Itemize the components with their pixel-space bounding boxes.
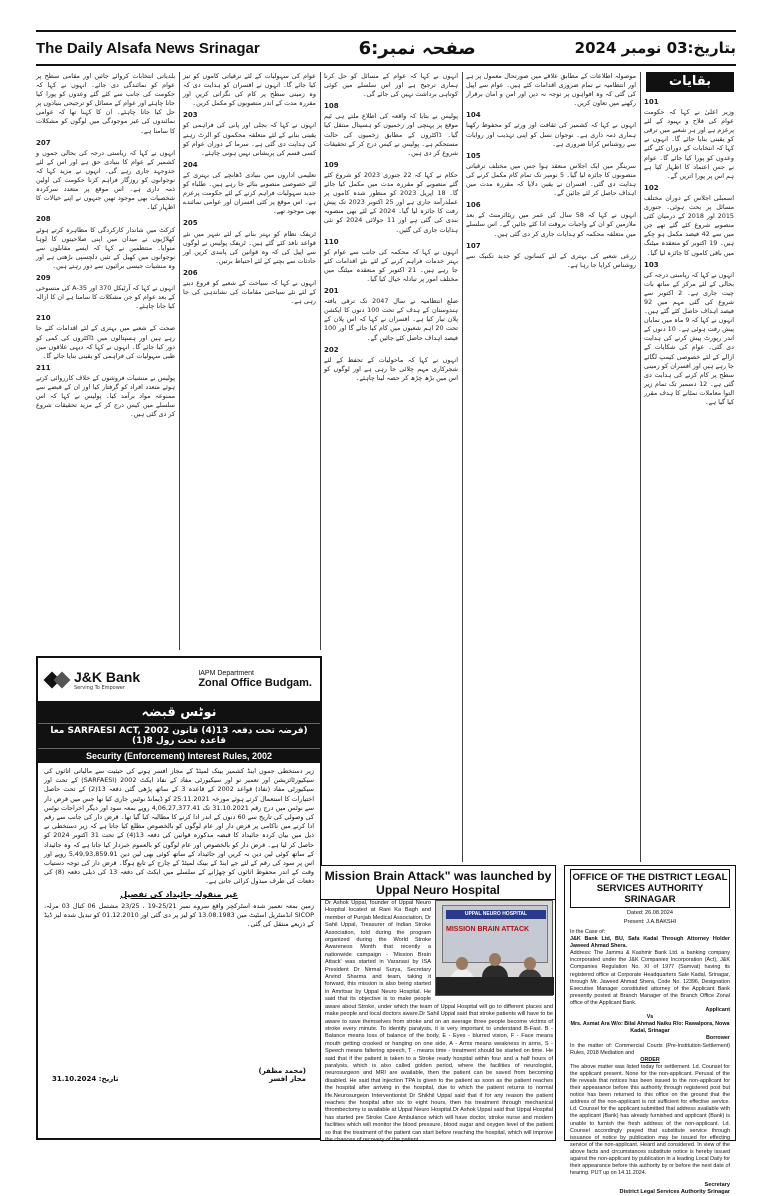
item-number: 107	[466, 241, 481, 250]
item-number: 101	[644, 98, 659, 106]
signatory-title: مجاز افسر	[269, 1075, 306, 1083]
item-number: 106	[466, 201, 481, 210]
article-body	[325, 900, 553, 1143]
dept-line-1: IAPM Department	[198, 670, 254, 677]
banner-title: UPPAL NEURO HOSPITAL	[446, 910, 546, 919]
order-text: The above matter was listed today for settlement. Ld. Counsel for the applicant present. None for the non-applicant. Perusal of the file reveals that notices has been issued to the non-applicant for their appearance before this authority through registered post but notice has been returned to this office on the ground that the address of the non-applicant is not sufficient for effective service. Ld. Counsel for the applicant submitted that address available with the applicant (Bank) has already furnished and applicant (Bank) is unable to furnish the fresh address of the non-applicant. Ld. Counsel accordingly prayed that substitute service through issuance of notice by publication may be issued for effecting service of the non-applicant. Heard and considered. In view of the above facts and circumstances substitute notice is hereby issued against the non-applicant by publication in a leading Local Daily for their appearance before this authority by or before the next date of hearing. PUT up on 14.11.2024.	[570, 1063, 730, 1177]
news-paragraph: موصولہ اطلاعات کے مطابق علاقے میں صورتحال معمول پر ہے اور انتظامیہ نے تمام ضروری اقدامات کئے ہیں۔ عوام سے اپیل کی گئی کہ وہ افواہوں پر توجہ نہ دیں اور امن و امان برقرار رکھنے میں تعاون کریں۔	[466, 72, 636, 108]
column-divider	[640, 72, 641, 862]
issue-date: بتاریخ:03 نومبر 2024	[574, 39, 736, 57]
news-paragraph: انہوں نے کہا کہ محکمہ کی جانب سے عوام کو بہتر خدمات فراہم کرنے کے لئے نئے اقدامات کئے جا رہے ہیں۔ 21 اکتوبر کو منعقدہ میٹنگ میں مختلف امور پر تبادلہ خیال کیا گیا۔	[324, 247, 458, 283]
news-column-2	[183, 72, 316, 650]
order-heading: ORDER	[640, 1056, 660, 1063]
news-paragraph: عوام کی سہولیات کے لئے ترقیاتی کاموں کو تیز کیا جائے گا۔ انہوں نے افسران کو ہدایت دی کہ وہ زمینی سطح پر کام کی نگرانی کریں اور مقررہ مدت کے اندر منصوبوں کو مکمل کریں۔	[183, 72, 316, 108]
versus-label: Vs	[646, 1014, 654, 1021]
item-number: 202	[324, 345, 339, 354]
news-paragraph: انہوں نے کہا کہ ریاستی درجہ کی بحالی جموں و کشمیر کے عوام کا بنیادی حق ہے اور اس کے لئے جدوجہد جاری رہے گی۔ انہوں نے مزید کہا کہ نوجوانوں کو روزگار فراہم کرنا حکومت کی اولین ذمہ داری ہے۔ اس موقع پر متعدد سرکردہ شخصیات بھی موجود تھیں جنہوں نے اپنے خیالات کا اظہار کیا۔	[36, 148, 175, 212]
sign-office: District Legal Services Authority Srinagar	[619, 1189, 730, 1196]
notice-date: تاریخ: 31.10.2024	[52, 1075, 119, 1083]
news-paragraph: پولیس نے بتایا کہ واقعہ کی اطلاع ملتے ہی ٹیم موقع پر پہنچی اور زخمیوں کو ہسپتال منتقل کیا گیا۔ ڈاکٹروں کے مطابق زخمیوں کی حالت مستحکم ہے۔ پولیس نے کیس درج کر کے تحقیقات شروع کر دی ہیں۔	[324, 112, 458, 157]
legal-notice-heading: OFFICE OF THE DISTRICT LEGAL SERVICES AUTHORITY SRINAGAR	[570, 869, 730, 908]
news-paragraph: انہوں نے کہا کہ 58 سال کی عمر میں ریٹائرمنٹ کے بعد ملازمین کو ان کے واجبات بروقت ادا کئے جائیں گے۔ اس سلسلے میں متعلقہ محکمہ کو ہدایات جاری کر دی گئی ہیں۔	[466, 211, 636, 238]
item-number: 203	[183, 111, 198, 120]
legal-signature	[570, 1182, 730, 1196]
news-paragraph: انہوں نے کہا کہ آرٹیکل 370 اور 35-A کی منسوخی کے بعد عوام کو جن مشکلات کا سامنا ہے ان کا ازالہ کیا جانا چاہئے۔	[36, 284, 175, 311]
item-number: 108	[324, 102, 339, 111]
case-address: Address: The Jammu & Kashmir Bank Ltd. a banking company incorporated under the J&K Companies Incorporation (Act), J&K Companies Regulation No. XI of 1977 (Samvat) having its registered office at Corporate Headquarters Sale Kadal, Srinagar, through Mr. Jaweed Ahmad Shera, Code No. 12396, Designation Executive Manager constituted attorney of the Applicant Bank presently posted at Branch Manager of the Branch Office Zonal office of the Applicant Bank.	[570, 950, 730, 1006]
notice-body-text: زیر دستخطی جموں اینڈ کشمیر بینک لمیٹڈ کے مجاز افسر ہونے کی حیثیت سے مالیاتی اثاثوں کی سیکیورٹائزیشن اور تعمیر نو اور سیکیورٹی مفاد کے نفاذ ایکٹ 2002 (SARFAESI) کے تحت اور سیکیورٹی مفاد (نفاذ) قواعد 2002 کے قاعدہ 3 کے ساتھ پڑھی گئی دفعہ 13(2) کے تحت حاصل اختیارات کا استعمال کرتے ہوئے مورخہ 25.11.2021 کو ڈیمانڈ نوٹس جاری کیا تھا جس میں قرض دار سے نوٹس میں درج رقم 31.10.2021 تک 4,06,27,377.41 روپے بمعہ سود اور دیگر اخراجات نوٹس کی وصولی کی تاریخ سے 60 دنوں کے اندر ادا کرنے کا مطالبہ کیا گیا تھا۔ قرض دار کی جانب سے رقم ادا کرنے میں ناکامی پر قرض دار اور عام لوگوں کو بالخصوص مطلع کیا جاتا ہے کہ زیر دستخطی نے ذیل میں بیان کردہ جائیداد کا قبضہ مذکورہ قوانین کی دفعہ 13(4) کے تحت 31 اکتوبر 2024 کو حاصل کر لیا ہے۔ قرض دار کو بالخصوص اور عام لوگوں کو بالعموم خبردار کیا جاتا ہے کہ وہ جائیداد کے ساتھ کوئی لین دین نہ کریں اور جائیداد کے ساتھ کوئی بھی لین دین 5,49,93,859.91 روپے اور اس پر سود کی رقم کے لئے جے اینڈ کے بینک لمیٹڈ کے چارج کے تابع ہوگا۔ قرض دار کی توجہ دستیاب وقت کے اندر محفوظ اثاثوں کو چھڑانے کے سلسلے میں ایکٹ کی دفعہ 13 کی ذیلی دفعہ (8) کی دفعات کی طرف مبذول کرائی جاتی ہے۔	[44, 767, 315, 886]
news-paragraph: انہوں نے کہا کہ عوام کے مسائل کو حل کرنا ہماری ترجیح ہے اور اس سلسلے میں کوئی کوتاہی برداشت نہیں کی جائے گی۔	[324, 72, 458, 99]
paper-name: The Daily Alsafa News Srinagar	[36, 39, 260, 57]
item-number: 104	[466, 111, 481, 120]
bank-possession-notice	[36, 656, 322, 1140]
table	[436, 977, 554, 995]
news-paragraph: انہوں نے کہا کہ سیاحت کے شعبے کو فروغ دینے کے لئے نئے سیاحتی مقامات کی نشاندہی کی جا رہی ہے۔	[183, 278, 316, 306]
legal-notice-body	[570, 929, 730, 1177]
item-number: 210	[36, 314, 51, 323]
column-divider	[179, 72, 180, 650]
bank-tagline: Serving To Empower	[74, 684, 125, 691]
news-paragraph: سرینگر میں ایک اجلاس منعقد ہوا جس میں مختلف ترقیاتی منصوبوں کا جائزہ لیا گیا۔ 5 نومبر تک تمام کام مکمل کرنے کی ہدایت دی گئی۔ افسران نے یقین دلایا کہ مقررہ مدت میں اہداف حاصل کر لئے جائیں گے۔	[466, 161, 637, 198]
case-party: J&K Bank Ltd, BU, Safa Kadal Through Attorney Holder Jaweed Ahmad Shera.	[570, 936, 730, 950]
item-number: 201	[324, 287, 339, 296]
news-column-1	[36, 72, 175, 650]
legal-services-notice	[564, 865, 736, 1196]
news-paragraph: ٹریفک نظام کو بہتر بنانے کے لئے شہر میں نئے قواعد نافذ کئے گئے ہیں۔ ٹریفک پولیس نے لوگوں سے اپیل کی کہ وہ قوانین کی پابندی کریں اور حادثات سے بچنے کے لئے احتیاط برتیں۔	[183, 229, 316, 265]
bank-notice-header	[38, 658, 320, 702]
news-column-3	[324, 72, 458, 860]
item-number: 105	[466, 151, 481, 160]
item-number: 208	[36, 215, 51, 224]
bank-logo-icon	[46, 670, 70, 690]
property-heading: غیر منقولہ جائیداد کی تفصیل	[120, 889, 238, 899]
notice-subtitle-english: Security (Enforcement) Interest Rules, 2002	[38, 748, 320, 763]
news-column-4	[466, 72, 636, 860]
banner-subtitle: MISSION BRAIN ATTACK	[446, 926, 530, 933]
news-paragraph: حکام نے کہا کہ 22 جنوری 2023 کو شروع کئے گئے منصوبے کو مقررہ مدت میں مکمل کیا جائے گا۔ 18 اپریل 2023 کو منظور شدہ کاموں پر عملدرآمد جاری ہے اور 25 اکتوبر 2023 تک پیش رفت کا جائزہ لیا گیا۔ 2024 کے لئے بھی منصوبہ بندی کی گئی ہے اور 11 جولائی 2024 کو نئی ہدایات جاری کی گئیں۔	[324, 170, 459, 234]
matter: In the matter of: Commercial Courts (Pre-Institution-Settlement) Rules, 2018 Mediation and	[570, 1042, 730, 1056]
news-paragraph: کرکٹ میں شاندار کارکردگی کا مظاہرہ کرتے ہوئے کھلاڑیوں نے میدان میں اپنی صلاحیتوں کا لوہا منوایا۔ منتظمین نے کہا کہ ایسے مقابلوں سے نوجوانوں میں کھیل کے تئیں دلچسپی بڑھتی ہے اور وہ منشیات جیسی برائیوں سے دور رہتے ہیں۔	[36, 225, 175, 270]
notice-body	[38, 763, 320, 1063]
item-number: 205	[183, 219, 198, 228]
item-number: 110	[324, 237, 339, 246]
news-paragraph: انہوں نے کہا کہ بجلی اور پانی کی فراہمی کو یقینی بنانے کے لئے متعلقہ محکموں کو الرٹ رہنے کی ہدایت دی گئی ہے۔ سرما کے دوران عوام کو کسی قسم کی پریشانی نہیں ہونی چاہئے۔	[183, 121, 316, 157]
property-text: زمین بمعہ تعمیر شدہ اسٹرکچر واقع سروے نمبر 25/21-19 ، 23/25 مشتمل 06 کنال 03 مرلہ، SICOP انڈسٹریل اسٹیٹ میں 13.08.1983 کو لیز پر دی گئی اور 01.12.2010 کو تبدیل شدہ لیز ڈیڈ کے ذریعے منتقل کی گئی۔	[44, 901, 314, 929]
baqiyat-header: بقایات	[646, 72, 734, 92]
item-number: 204	[183, 160, 198, 169]
respondent: Mrs. Asmat Ara W/o: Bilal Ahmad Naiku R/o: Rawalpora, Nowa Kadal, Srinagar	[570, 1021, 730, 1035]
column-divider	[320, 72, 321, 650]
press-conference-photo	[435, 900, 553, 996]
notice-subtitle-urdu: (فرضہ تحت دفعہ 13(4) قانون SARFAESI ACT, 2002 معا قاعدہ تحت رول 8(1)	[38, 723, 320, 748]
item-number: 102	[644, 183, 659, 192]
article-headline: Mission Brain Attack" was launched by Uppal Neuro Hospital	[321, 866, 555, 900]
signatory-name: (محمد مظفر)	[258, 1067, 306, 1075]
bank-logo	[46, 669, 140, 691]
notice-title: نوٹس قبضہ	[38, 702, 320, 723]
brain-attack-article	[320, 865, 556, 1141]
news-paragraph: بلدیاتی انتخابات کروائے جائیں اور مقامی سطح پر عوام کو نمائندگی دی جائے۔ انہوں نے کہا کہ حکومت کی جانب سے کئے گئے وعدوں کو پورا کیا جانا چاہئے اور عوام کے مسائل کو ترجیحی بنیادوں پر حل کیا جانا چاہئے۔ ان کا کہنا تھا کہ عوامی نمائندوں کی غیر موجودگی میں لوگوں کو مشکلات کا سامنا ہے۔	[36, 72, 175, 135]
news-column-5	[644, 96, 734, 860]
bank-department	[198, 670, 312, 689]
page-number: صفحہ نمبر:6	[358, 37, 476, 59]
news-paragraph: انہوں نے کہا کہ ریاستی درجہ کی بحالی کے لئے مرکز کے ساتھ بات چیت جاری ہے۔ 2 اکتوبر سے شروع کی گئی مہم میں 92 فیصد اہداف حاصل کئے گئے ہیں۔ انہوں نے کہا کہ 9 ماہ میں نمایاں پیش رفت ہوئی ہے۔ 10 دنوں کے اندر رپورٹ پیش کرنے کی ہدایت دی گئی۔ عوام کی شکایات کے ازالے کے لئے خصوصی کیمپ لگائے جا رہے ہیں اور افسران کو زمینی سطح پر کام کرنے کی ہدایت دی گئی ہے۔ 12 دسمبر تک تمام زیر التوا معاملات نمٹانے کا ہدف مقرر کیا گیا ہے۔	[644, 270, 735, 406]
news-paragraph: زرعی شعبے کی بہتری کے لئے کسانوں کو جدید تکنیک سے روشناس کرایا جا رہا ہے۔	[466, 251, 636, 269]
news-paragraph: ضلع انتظامیہ نے سال 2047 تک ترقی یافتہ ہندوستان کے ہدف کے تحت 100 دنوں کا ایکشن پلان تیار کیا ہے۔ افسران نے کہا کہ اس پلان کے تحت 20 اہم شعبوں میں کام کیا جائے گا اور 100 فیصد اہداف حاصل کئے جائیں گے۔	[324, 297, 458, 342]
news-paragraph: پولیس نے منشیات فروشوں کے خلاف کارروائی کرتے ہوئے متعدد افراد کو گرفتار کیا اور ان کے قبضے سے ممنوعہ مواد برآمد کیا۔ پولیس نے کہا کہ اس سلسلے میں کیس درج کر کے مزید تحقیقات شروع کر دی گئی ہیں۔	[36, 373, 175, 419]
case-intro: In the Case of:	[570, 929, 606, 935]
sign-title: Secretary	[704, 1182, 730, 1189]
bank-name: J&K Bank	[74, 668, 141, 685]
news-paragraph: تعلیمی اداروں میں بنیادی ڈھانچے کی بہتری کے لئے خصوصی منصوبے بنائے جا رہے ہیں۔ طلباء کو جدید سہولیات فراہم کرنے کے لئے حکومت پرعزم ہے۔ اس موقع پر کئی افسران اور عوامی نمائندے بھی موجود تھے۔	[183, 170, 316, 216]
item-number: 211	[36, 363, 51, 372]
item-number: 209	[36, 273, 51, 282]
news-paragraph: انہوں نے کہا کہ ماحولیات کے تحفظ کے لئے شجرکاری مہم چلائی جا رہی ہے اور لوگوں کو اس میں بڑھ چڑھ کر حصہ لینا چاہئے۔	[324, 355, 458, 382]
item-number: 103	[644, 260, 659, 269]
legal-dated: Dated: 26.08.2024	[626, 910, 674, 916]
dept-line-2: Zonal Office Budgam.	[198, 677, 312, 689]
legal-present: Present: J.A.BAKSHI	[623, 919, 677, 925]
column-divider	[462, 72, 463, 862]
borrower-label: Borrower	[706, 1035, 730, 1042]
item-number: 109	[324, 160, 339, 169]
applicant-label: Applicant	[705, 1007, 730, 1014]
article-text: Dr Ashok Uppal, founder of Uppal Neuro Hospital located at Rani Ka Bagh and member of Punjab Medical Association, Dr Sahil Uppal, Treasurer of Indian Stroke Association, told during the program organized during the World Stroke Awareness Month that recently a nationwide campaign - 'Mission Brain Attack' was started in Varanasi by ISA President Dr Nirmal Surya, Secretary Arvind Sharma and team, taking it forward, this mission is also being started in Amritsar by Uppal Neuro Hospital. He said that its objective is to make people aware about Stroke, under which the team of Uppal Hospital will go to different places and make people and local doctors aware.Dr Sahil Uppal said that stroke patients will have to be aware to save themselves from stroke and on an average three people become victims of stroke every minute. To identify paralysis, it is very important to understand B-Fast. B - Balance means loss of balance of the body, E - Eyes - blurred vision, F - Face means mouth getting crooked or hanging on one side, A - Arms means weakness in arms, S - Speech means faltering speech, T - means time - treatment should be started on time. He said that if the patient is taken to a Stroke ready hospital within four and a half hours of paralysis, which is also called golden period, where the facilities of neurologist, neurosurgeon and MRI are available, then the patient can be saved from becoming disabled. He said that injection TPA is given to the patient as soon as the patient reaches the hospital after arriving in the hospital, due to which the patient returns to normal life.Neurosurgeon Interventionist Dr Shikhil Uppal said that if for any reason the patient reaches the hospital after six to eight hours, then his treatment through mechanical thrombectomy is available at Uppal Neuro Hospital.Dr Ashok Uppal said that Uppal Hospital has started pre Stroke Care Ambulance which will have doctor, stroke nurse and modern facilities which will monitor the blood pressure, blood sugar and oxygen level of the patient so that the treatment of the patient can start before reaching the hospital, which will improve the chances of recovery of the patient.	[325, 900, 553, 1143]
news-paragraph: صحت کے شعبے میں بہتری کے لئے اقدامات کئے جا رہے ہیں اور ہسپتالوں میں ڈاکٹروں کی کمی کو دور کیا جائے گا۔ انہوں نے کہا کہ دیہی علاقوں میں طبی سہولیات کی فراہمی کو یقینی بنایا جائے گا۔	[36, 324, 175, 360]
notice-signature	[38, 1067, 320, 1083]
news-paragraph: اسمبلی اجلاس کے دوران مختلف مسائل پر بحث ہوئی۔ جنوری 2015 اور 2018 کے درمیان کئی منصوبے شروع کئے گئے تھے جن میں سے 42 فیصد مکمل ہو چکے ہیں۔ 19 اکتوبر کو منعقدہ میٹنگ میں باقی کاموں کا جائزہ لیا گیا۔	[644, 193, 734, 257]
masthead	[36, 30, 736, 66]
item-number: 207	[36, 138, 51, 147]
item-number: 206	[183, 268, 198, 277]
news-paragraph: انہوں نے کہا کہ کشمیر کی ثقافت اور ورثے کو محفوظ رکھنا ہماری ذمہ داری ہے۔ نوجوان نسل کو اپنی تہذیب اور روایات سے روشناس کرانا ضروری ہے۔	[466, 121, 636, 148]
news-paragraph: وزیر اعلیٰ نے کہا کہ حکومت عوام کی فلاح و بہبود کے لئے پرعزم ہے اور ہر شعبے میں ترقی کو یقینی بنایا جائے گا۔ انہوں نے کہا کہ انتخابات کے دوران کئے گئے وعدوں کو پورا کیا جائے گا۔ عوام نے جس اعتماد کا اظہار کیا ہے ہم اس پر پورا اتریں گے۔	[644, 108, 734, 180]
